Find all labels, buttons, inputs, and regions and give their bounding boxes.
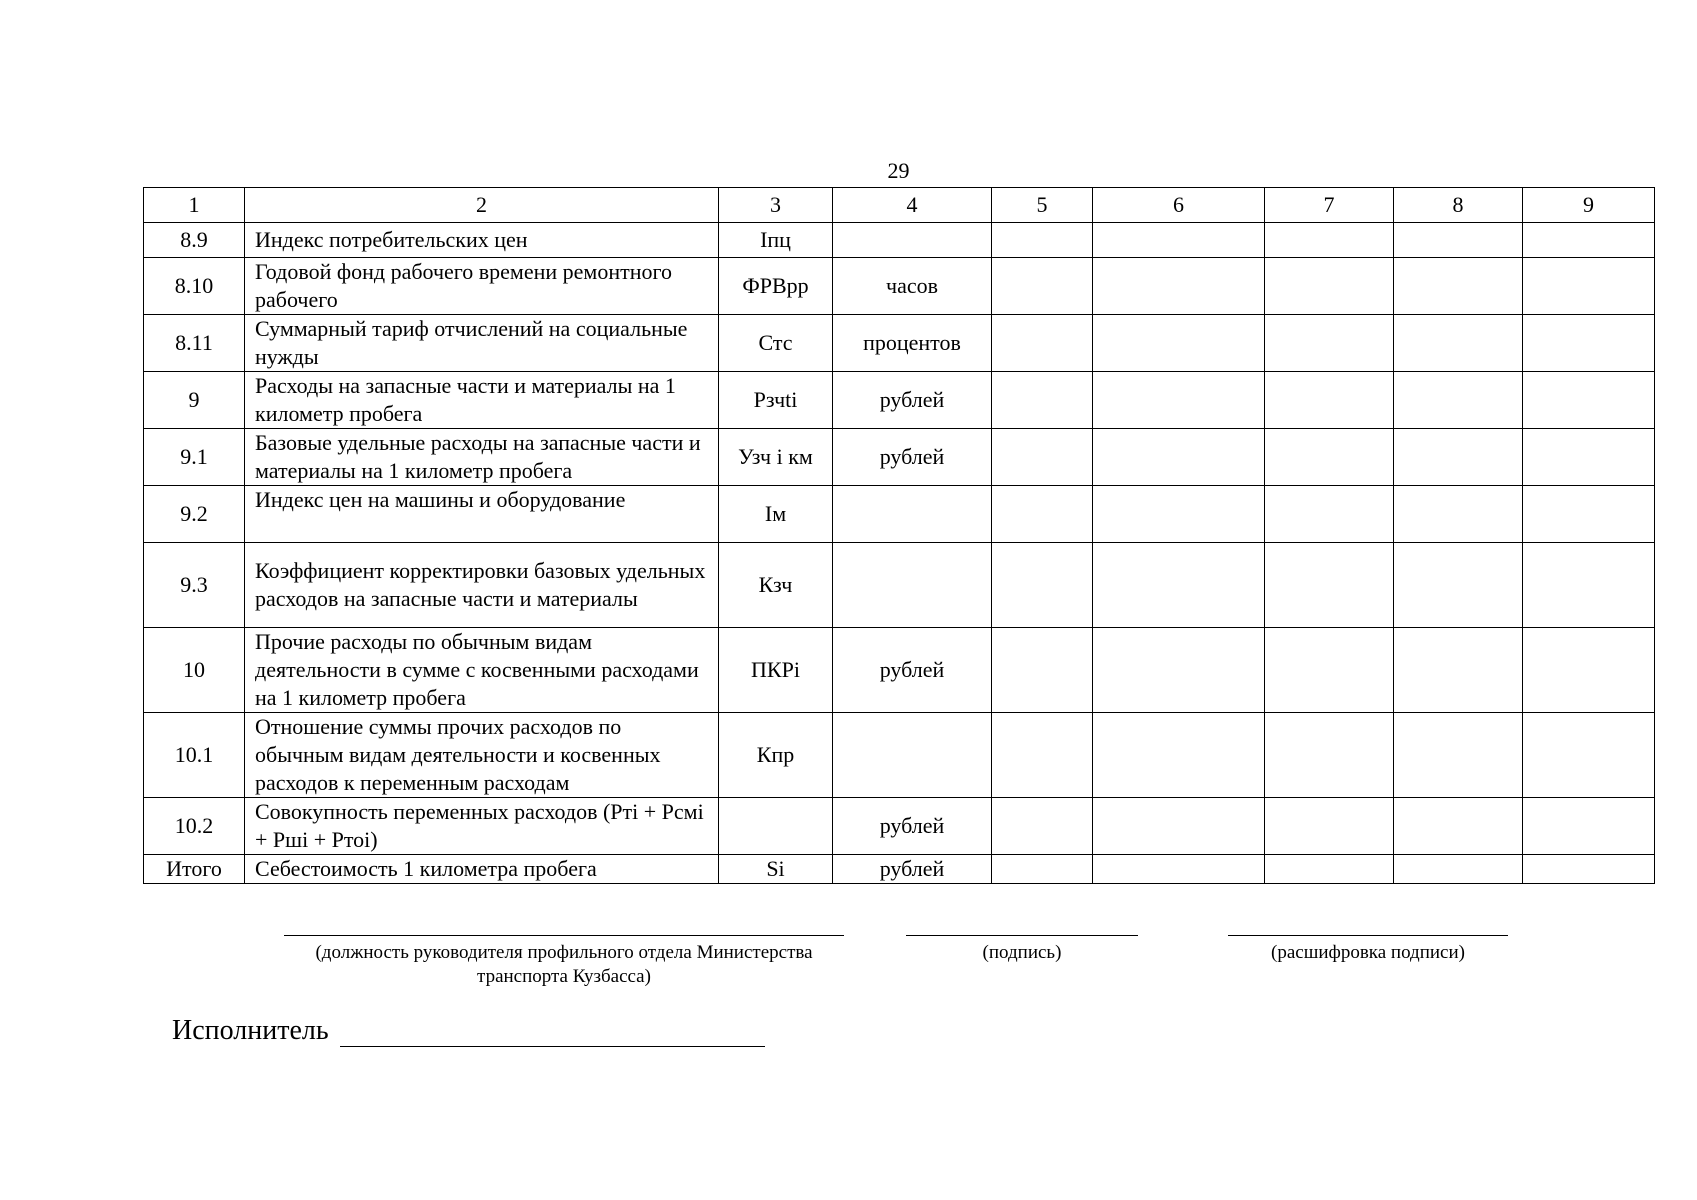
table-row <box>144 223 1655 258</box>
empty-cell <box>1265 372 1394 429</box>
header-cell: 9 <box>1523 188 1655 223</box>
row-number: 9.1 <box>144 429 245 486</box>
empty-cell <box>992 855 1093 884</box>
empty-cell <box>1394 713 1523 798</box>
empty-cell <box>1523 258 1655 315</box>
empty-cell <box>1394 855 1523 884</box>
row-name: Суммарный тариф отчислений на социальные нужды <box>245 315 719 372</box>
empty-cell <box>1093 315 1265 372</box>
empty-cell <box>1394 798 1523 855</box>
table-row <box>144 429 1655 486</box>
row-unit <box>833 223 992 258</box>
empty-cell <box>1265 713 1394 798</box>
table-row <box>144 798 1655 855</box>
empty-cell <box>1093 258 1265 315</box>
row-unit <box>833 713 992 798</box>
row-symbol: Iм <box>719 486 833 543</box>
row-name: Годовой фонд рабочего времени ремонтного рабочего <box>245 258 719 315</box>
header-cell: 2 <box>245 188 719 223</box>
empty-cell <box>1523 713 1655 798</box>
table-row <box>144 486 1655 543</box>
header-cell: 3 <box>719 188 833 223</box>
empty-cell <box>1523 486 1655 543</box>
empty-cell <box>1523 798 1655 855</box>
empty-cell <box>1093 798 1265 855</box>
empty-cell <box>1523 372 1655 429</box>
row-unit: процентов <box>833 315 992 372</box>
row-symbol: Рзчti <box>719 372 833 429</box>
table-row <box>144 372 1655 429</box>
empty-cell <box>992 429 1093 486</box>
row-number: 10.2 <box>144 798 245 855</box>
empty-cell <box>1265 258 1394 315</box>
row-unit <box>833 543 992 628</box>
empty-cell <box>1093 543 1265 628</box>
empty-cell <box>1394 258 1523 315</box>
table-header-row <box>144 188 1655 223</box>
row-symbol: Узч i км <box>719 429 833 486</box>
empty-cell <box>1394 486 1523 543</box>
row-name: Базовые удельные расходы на запасные части и материалы на 1 километр пробега <box>245 429 719 486</box>
row-number: 10 <box>144 628 245 713</box>
header-cell: 6 <box>1093 188 1265 223</box>
row-unit: рублей <box>833 855 992 884</box>
row-symbol: ПКРi <box>719 628 833 713</box>
row-number: 8.10 <box>144 258 245 315</box>
row-unit <box>833 486 992 543</box>
executor-line <box>340 1046 765 1047</box>
decoding-caption: (расшифровка подписи) <box>1271 942 1465 963</box>
row-symbol: Si <box>719 855 833 884</box>
table-row <box>144 628 1655 713</box>
row-symbol <box>719 798 833 855</box>
row-symbol: ФРВрр <box>719 258 833 315</box>
row-number: Итого <box>144 855 245 884</box>
empty-cell <box>992 713 1093 798</box>
header-cell: 4 <box>833 188 992 223</box>
empty-cell <box>992 628 1093 713</box>
row-name: Индекс цен на машины и оборудование <box>245 486 719 543</box>
empty-cell <box>1265 855 1394 884</box>
signature-line <box>906 935 1138 936</box>
empty-cell <box>1265 798 1394 855</box>
empty-cell <box>1523 855 1655 884</box>
empty-cell <box>992 372 1093 429</box>
empty-cell <box>1523 628 1655 713</box>
position-caption: (должность руководителя профильного отдела Министерства транспорта Кузбасса) <box>315 942 813 987</box>
table-row <box>144 315 1655 372</box>
row-symbol: Кпр <box>719 713 833 798</box>
empty-cell <box>1394 372 1523 429</box>
empty-cell <box>1523 315 1655 372</box>
empty-cell <box>992 798 1093 855</box>
decoding-signature-line <box>1228 935 1508 936</box>
empty-cell <box>1265 486 1394 543</box>
position-signature-line <box>284 935 844 936</box>
row-unit: рублей <box>833 372 992 429</box>
row-name: Индекс потребительских цен <box>245 223 719 258</box>
empty-cell <box>1093 628 1265 713</box>
row-name: Отношение суммы прочих расходов по обычным видам деятельности и косвенных расходов к переменным расходам <box>245 713 719 798</box>
table-row-total <box>144 855 1655 884</box>
row-number: 10.1 <box>144 713 245 798</box>
row-unit: рублей <box>833 429 992 486</box>
empty-cell <box>1265 315 1394 372</box>
empty-cell <box>1093 855 1265 884</box>
empty-cell <box>1523 543 1655 628</box>
empty-cell <box>992 543 1093 628</box>
row-symbol: Стс <box>719 315 833 372</box>
row-unit: часов <box>833 258 992 315</box>
row-name: Прочие расходы по обычным видам деятельности в сумме с косвенными расходами на 1 километр пробега <box>245 628 719 713</box>
empty-cell <box>1093 223 1265 258</box>
row-name: Себестоимость 1 километра пробега <box>245 855 719 884</box>
empty-cell <box>1394 543 1523 628</box>
empty-cell <box>1093 429 1265 486</box>
empty-cell <box>1394 223 1523 258</box>
empty-cell <box>1394 429 1523 486</box>
row-name: Расходы на запасные части и материалы на 1 километр пробега <box>245 372 719 429</box>
empty-cell <box>992 315 1093 372</box>
executor-label: Исполнитель <box>172 1015 329 1046</box>
row-number: 9 <box>144 372 245 429</box>
row-number: 9.2 <box>144 486 245 543</box>
row-symbol: Iпц <box>719 223 833 258</box>
empty-cell <box>1394 628 1523 713</box>
empty-cell <box>1523 223 1655 258</box>
header-cell: 1 <box>144 188 245 223</box>
table-row <box>144 713 1655 798</box>
empty-cell <box>1093 486 1265 543</box>
header-cell: 5 <box>992 188 1093 223</box>
row-number: 9.3 <box>144 543 245 628</box>
empty-cell <box>1093 713 1265 798</box>
empty-cell <box>1093 372 1265 429</box>
header-cell: 7 <box>1265 188 1394 223</box>
empty-cell <box>992 258 1093 315</box>
empty-cell <box>1265 543 1394 628</box>
empty-cell <box>1523 429 1655 486</box>
row-number: 8.9 <box>144 223 245 258</box>
cost-table <box>143 187 1655 884</box>
empty-cell <box>1265 628 1394 713</box>
row-symbol: Кзч <box>719 543 833 628</box>
page-number: 29 <box>887 158 910 183</box>
empty-cell <box>992 486 1093 543</box>
row-unit: рублей <box>833 798 992 855</box>
empty-cell <box>1265 429 1394 486</box>
signature-caption: (подпись) <box>982 942 1062 963</box>
empty-cell <box>992 223 1093 258</box>
row-name: Совокупность переменных расходов (Ртi + Рсмi + Ршi + Ртоi) <box>245 798 719 855</box>
table-row <box>144 258 1655 315</box>
row-number: 8.11 <box>144 315 245 372</box>
row-unit: рублей <box>833 628 992 713</box>
empty-cell <box>1265 223 1394 258</box>
row-name: Коэффициент корректировки базовых удельных расходов на запасные части и материалы <box>245 543 719 628</box>
empty-cell <box>1394 315 1523 372</box>
header-cell: 8 <box>1394 188 1523 223</box>
table-row <box>144 543 1655 628</box>
